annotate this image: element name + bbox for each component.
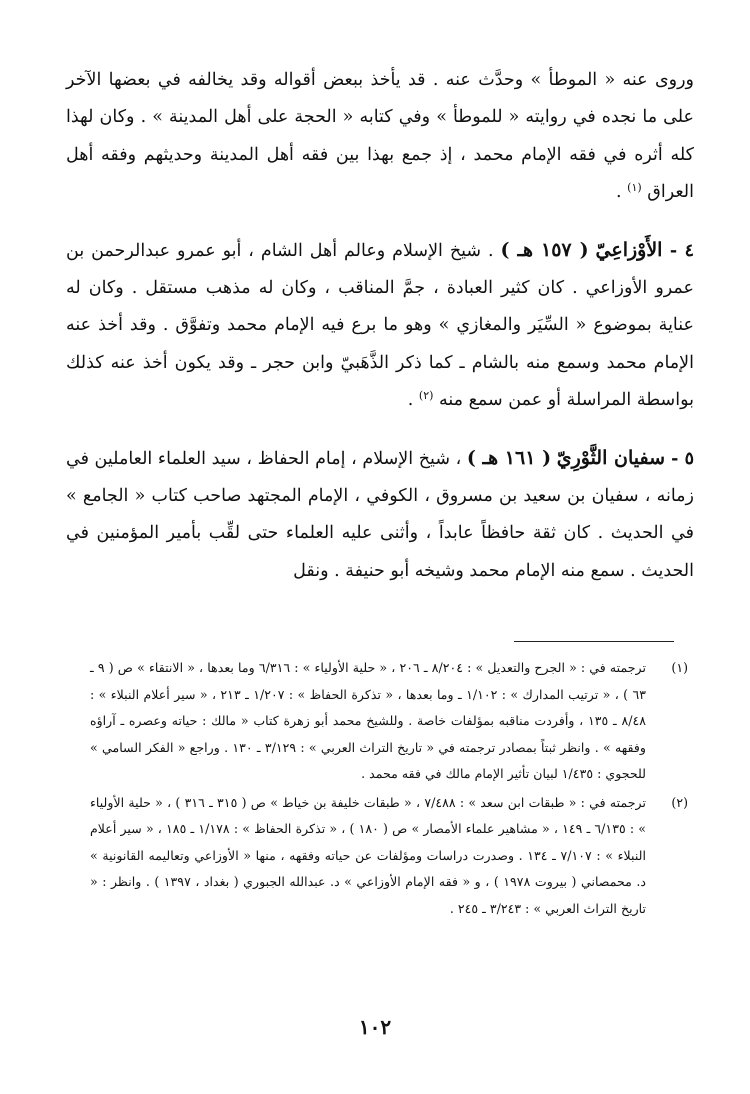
entry-thawri	[66, 440, 694, 591]
footnote-text: ترجمته في : « طبقات ابن سعد » : ٧/٤٨٨ ، « طبقات خليفة بن خياط » ص ( ٣١٥ ـ ٣١٦ ) ، « حلية الأولياء » : ٦/١٣٥ ـ ١٤٩ ، « مشاهير علماء الأمصار » ص ( ١٨٠ ) ، « تذكرة الحفاظ » : ١/١٧٨ ـ ١٨٥ ، « سير أعلام النبلاء » : ٧/١٠٧ ـ ١٣٤ . وصدرت دراسات ومؤلفات عن حياته وفقهه ، منها « الأوزاعي وتعاليمه القانونية » د. محمصاني ( بيروت ١٩٧٨ ) ، و « فقه الإمام الأوزاعي » د. عبدالله الجبوري ( بغداد ، ١٣٩٧ ) . وانظر : « تاريخ التراث العربي » : ٣/٢٤٣ ـ ٢٤٥ .	[90, 794, 647, 916]
entry-number: ٤ -	[662, 240, 694, 261]
full-stop: .	[616, 182, 622, 203]
paragraph-text: وروى عنه « الموطأ » وحدَّث عنه . قد يأخذ ببعض أقواله وقد يخالفه في بعضها الآخر على ما نجده في روايته « للموطأ » وفي كتابه « الحجة على أهل المدينة » . وكان لهذا كله أثره في فقه الإمام محمد ، إذ جمع بهذا بين فقه أهل المدينة وحديثهم وفقه أهل العراق	[66, 70, 694, 203]
entry-text: ، شيخ الإسلام ، إمام الحفاظ ، سيد العلماء العاملين في زمانه ، سفيان بن سعيد بن مسروق ، الكوفي ، الإمام المجتهد صاحب كتاب « الجامع » في الحديث . كان ثقة حافظاً عابداً ، وأثنى عليه العلماء حتى لقِّب بأمير المؤمنين في الحديث . سمع منه الإمام محمد وشيخه أبو حنيفة . ونقل	[66, 448, 694, 581]
footnote-separator	[514, 641, 674, 642]
footnote	[90, 790, 688, 923]
full-stop: .	[407, 390, 414, 411]
footnote-text: ترجمته في : « الجرح والتعديل » : ٨/٢٠٤ ـ ٢٠٦ ، « حلية الأولياء » : ٦/٣١٦ وما بعدها ، « الانتقاء » ص ( ٩ ـ ٦٣ ) ، « ترتيب المدارك » : ١/١٠٢ ـ وما بعدها ، « تذكرة الحفاظ » : ١/٢٠٧ ـ ٢١٣ ، « سير أعلام النبلاء » : ٨/٤٨ ـ ١٣٥ ، وأفردت مناقبه بمؤلفات خاصة . وللشيخ محمد أبو زهرة كتاب « مالك : حياته وعصره ـ آراؤه وفقهه » . وانظر ثبتاً بمصادر ترجمته في « تاريخ التراث العربي » : ٣/١٢٩ ـ ١٣٠ . وراجع « الفكر السامي » للحجوي : ١/٤٣٥ لبيان تأثير الإمام مالك في فقه محمد .	[90, 660, 647, 781]
paragraph-gap	[66, 212, 694, 232]
entry-date: ( ١٥٧ هـ )	[500, 238, 589, 261]
main-text	[66, 62, 694, 590]
footnote	[90, 655, 688, 788]
footnote-reference: (٢)	[418, 389, 434, 403]
page-number: ١٠٢	[358, 1015, 392, 1039]
entry-name: سفيان الثَّوْرِيّ	[556, 446, 666, 469]
footnote-number: (٢)	[671, 794, 688, 810]
entry-awzai	[66, 232, 694, 420]
footnote-number: (١)	[671, 660, 688, 675]
entry-number: ٥ -	[665, 448, 694, 469]
footnote-reference: (١)	[627, 181, 642, 195]
entry-name: الأَوْزاعِيّ	[595, 238, 663, 261]
entry-text: . شيخ الإسلام وعالم أهل الشام ، أبو عمرو عبدالرحمن بن عمرو الأوزاعي . كان كثير العبادة ، جمَّ المناقب ، وكان له مذهب مستقل . وكان له عناية بموضوع « السِّيَر والمغازي » وهو ما برع فيه الإمام محمد وتفوَّق . وقد أخذ عنه الإمام محمد وسمع منه بالشام ـ كما ذكر الذَّهَبيّ وابن حجر ـ وقد يكون أخذ عنه كذلك بواسطة المراسلة أو عمن سمع منه	[66, 240, 694, 411]
paragraph-gap	[66, 420, 694, 440]
paragraph-continuation	[66, 62, 694, 212]
footnotes	[90, 655, 688, 924]
entry-date: ( ١٦١ هـ )	[466, 446, 552, 469]
